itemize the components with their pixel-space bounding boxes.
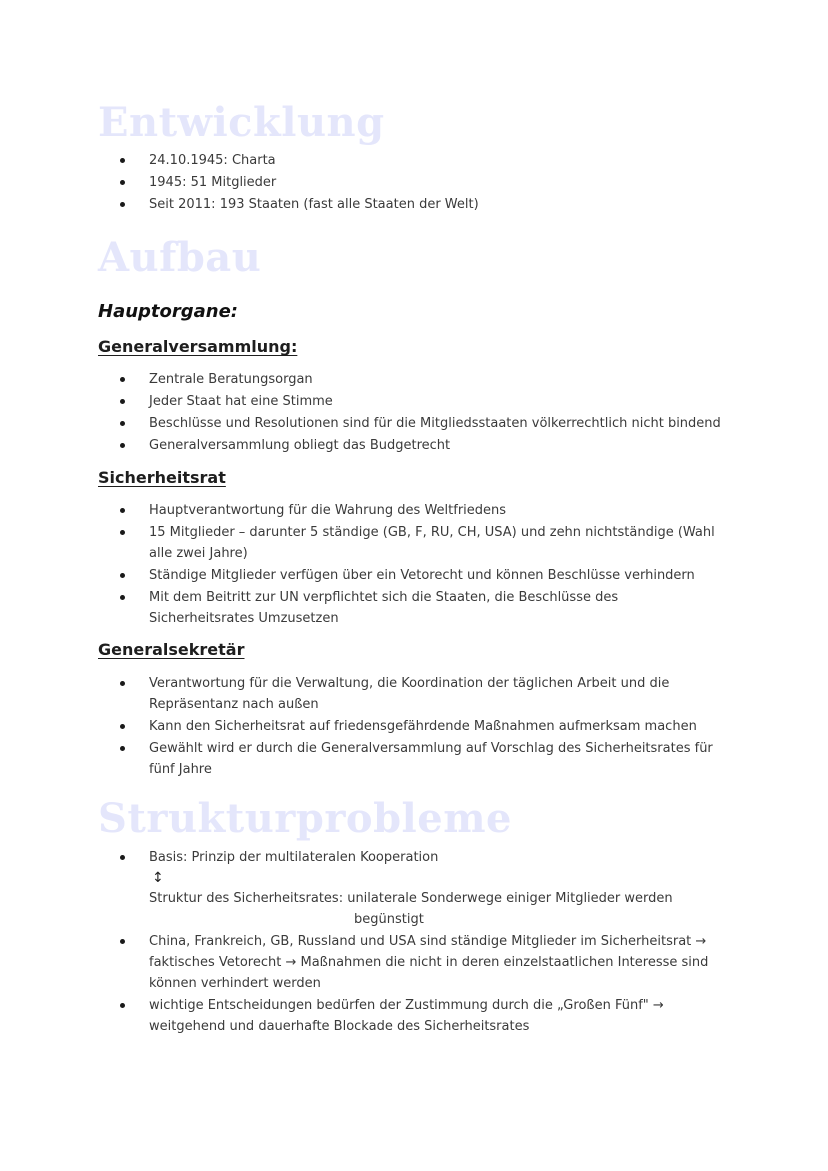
bullet-icon <box>120 180 125 185</box>
bullet-icon <box>120 724 125 729</box>
list-item: Jeder Staat hat eine Stimme <box>120 391 725 412</box>
bullet-icon <box>120 202 125 207</box>
bullet-icon <box>120 158 125 163</box>
list-generalsekretaer <box>120 673 725 781</box>
list-item: Beschlüsse und Resolutionen sind für die Mitgliedsstaaten völkerrechtlich nicht bindend <box>120 413 725 434</box>
bullet-icon <box>120 443 125 448</box>
bullet-icon <box>120 939 125 944</box>
bullet-icon <box>120 746 125 751</box>
bullet-icon <box>120 530 125 535</box>
bullet-icon <box>120 399 125 404</box>
title-generalversammlung: Generalversammlung: <box>98 337 298 356</box>
up-down-arrow-icon: ↕ <box>152 870 164 886</box>
bullet-icon <box>120 377 125 382</box>
bullet-icon <box>120 421 125 426</box>
bullet-icon <box>120 855 125 860</box>
list-strukturprobleme <box>120 847 725 1038</box>
list-item: wichtige Entscheidungen bedürfen der Zustimmung durch die „Großen Fünf" → weitgehend und dauerhafte Blockade des Sicherheitsrates <box>120 995 725 1037</box>
list-item: 24.10.1945: Charta <box>120 150 725 171</box>
list-item: 1945: 51 Mitglieder <box>120 172 725 193</box>
list-item: Basis: Prinzip der multilateralen Kooperation ↕ Struktur des Sicherheitsrates: unilaterale Sonderwege einiger Mitglieder werden begünstigt <box>120 847 725 930</box>
list-item: Mit dem Beitritt zur UN verpflichtet sich die Staaten, die Beschlüsse des Sicherheitsrates Umzusetzen <box>120 587 725 629</box>
list-item: Ständige Mitglieder verfügen über ein Vetorecht und können Beschlüsse verhindern <box>120 565 725 586</box>
subheading-hauptorgane: Hauptorgane: <box>98 301 239 322</box>
list-item: Zentrale Beratungsorgan <box>120 369 725 390</box>
list-entwicklung <box>120 150 725 216</box>
list-item: China, Frankreich, GB, Russland und USA sind ständige Mitglieder im Sicherheitsrat → faktisches Vetorecht → Maßnahmen die nicht in deren einzelstaatlichen Interesse sind können verhindert werden <box>120 931 725 994</box>
list-item: Generalversammlung obliegt das Budgetrecht <box>120 435 725 456</box>
list-sicherheitsrat <box>120 500 725 630</box>
list-item: Seit 2011: 193 Staaten (fast alle Staaten der Welt) <box>120 194 725 215</box>
list-item: Verantwortung für die Verwaltung, die Koordination der täglichen Arbeit und die Repräsentanz nach außen <box>120 673 725 715</box>
title-generalsekretaer: Generalsekretär <box>98 640 245 659</box>
bullet-icon <box>120 595 125 600</box>
bullet-icon <box>120 1003 125 1008</box>
heading-aufbau: Aufbau <box>98 234 262 281</box>
heading-strukturprobleme: Strukturprobleme <box>98 795 512 842</box>
list-item: Kann den Sicherheitsrat auf friedensgefährdende Maßnahmen aufmerksam machen <box>120 716 725 737</box>
title-sicherheitsrat: Sicherheitsrat <box>98 468 226 487</box>
list-generalversammlung <box>120 369 725 457</box>
bullet-icon <box>120 681 125 686</box>
bullet-icon <box>120 573 125 578</box>
list-item: Hauptverantwortung für die Wahrung des Weltfriedens <box>120 500 725 521</box>
heading-entwicklung: Entwicklung <box>98 99 385 146</box>
list-item: Gewählt wird er durch die Generalversammlung auf Vorschlag des Sicherheitsrates für fünf Jahre <box>120 738 725 780</box>
bullet-icon <box>120 508 125 513</box>
list-item: 15 Mitglieder – darunter 5 ständige (GB, F, RU, CH, USA) und zehn nichtständige (Wahl alle zwei Jahre) <box>120 522 725 564</box>
